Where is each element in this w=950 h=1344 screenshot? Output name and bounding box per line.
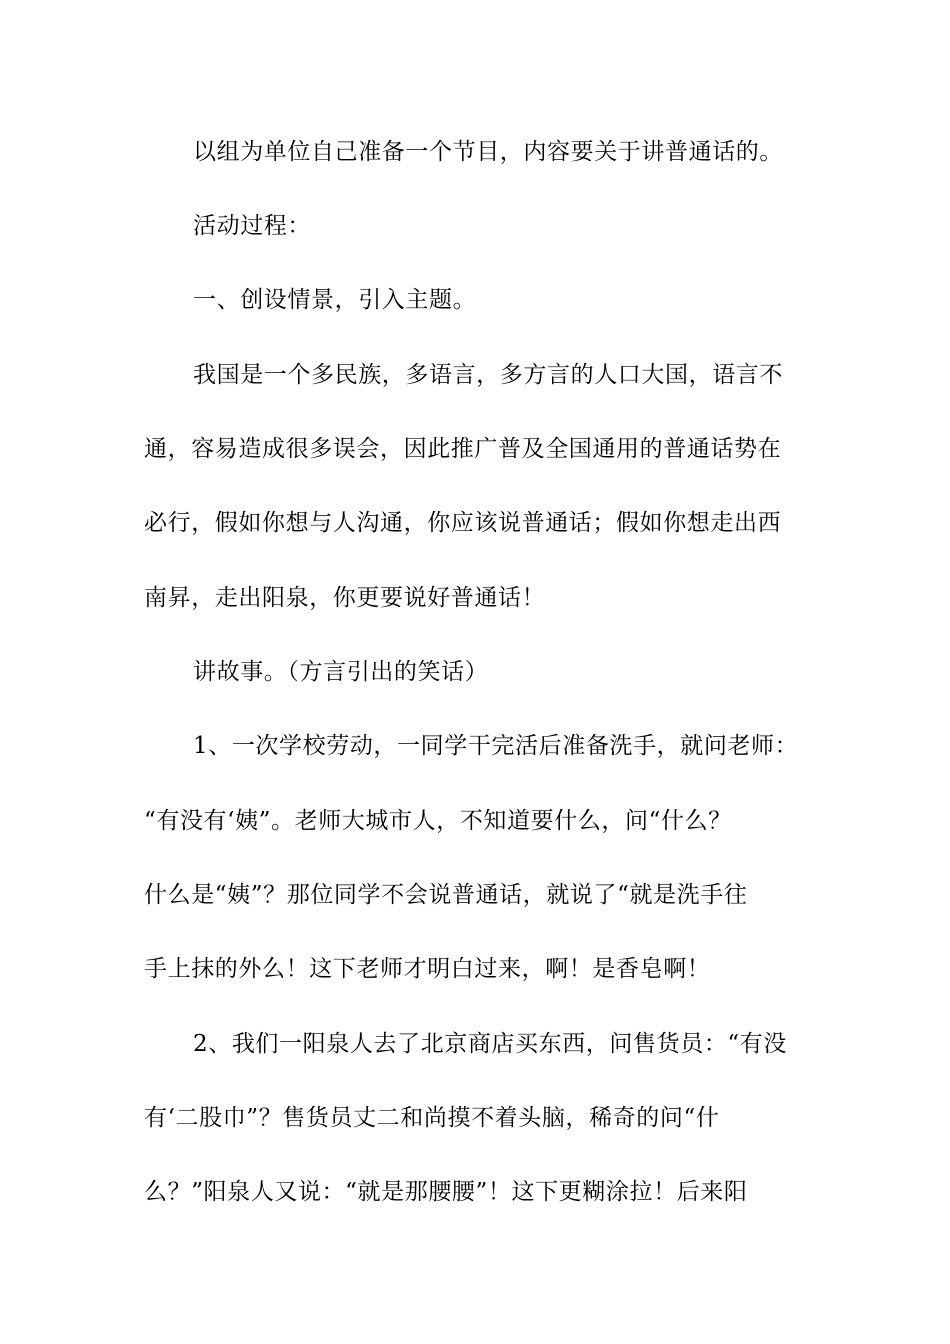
story-2-line-1: 2、我们一阳泉人去了北京商店买东西，问售货员：“有没 bbox=[193, 1031, 787, 1057]
story-1-line-2: “有没有‘姨”。老师大城市人，不知道要什么，问“什么？ bbox=[144, 808, 732, 834]
story-1-line-1: 1、一次学校劳动，一同学干完活后准备洗手，就问老师： bbox=[193, 733, 799, 759]
story-1-line-3: 什么是“姨”？那位同学不会说普通话，就说了“就是洗手往 bbox=[144, 882, 748, 908]
paragraph-line-2: 我国是一个多民族，多语言，多方言的人口大国，语言不 bbox=[193, 362, 783, 388]
section-heading-1: 一、创设情景，引入主题。 bbox=[193, 287, 477, 313]
story-1-line-4: 手上抹的外么！这下老师才明白过来，啊！是香皂啊！ bbox=[144, 956, 711, 982]
story-2-line-3: 么？”阳泉人又说：“就是那腰腰”！这下更糊涂拉！后来阳 bbox=[144, 1179, 748, 1205]
story-2-line-2: 有‘二股巾”？售货员丈二和尚摸不着头脑，稀奇的问“什 bbox=[144, 1105, 720, 1131]
story-heading: 讲故事。（方言引出的笑话） bbox=[193, 659, 489, 685]
section-heading-activity-process: 活动过程： bbox=[193, 213, 311, 239]
paragraph-line-3: 通，容易造成很多误会，因此推广普及全国通用的普通话势在 bbox=[144, 436, 782, 462]
paragraph-line-4: 必行，假如你想与人沟通，你应该说普通话；假如你想走出西 bbox=[144, 510, 782, 536]
paragraph-line-5: 南昇，走出阳泉，你更要说好普通话！ bbox=[144, 585, 546, 611]
paragraph-line-1: 以组为单位自己准备一个节目，内容要关于讲普通话的。 bbox=[193, 139, 783, 165]
